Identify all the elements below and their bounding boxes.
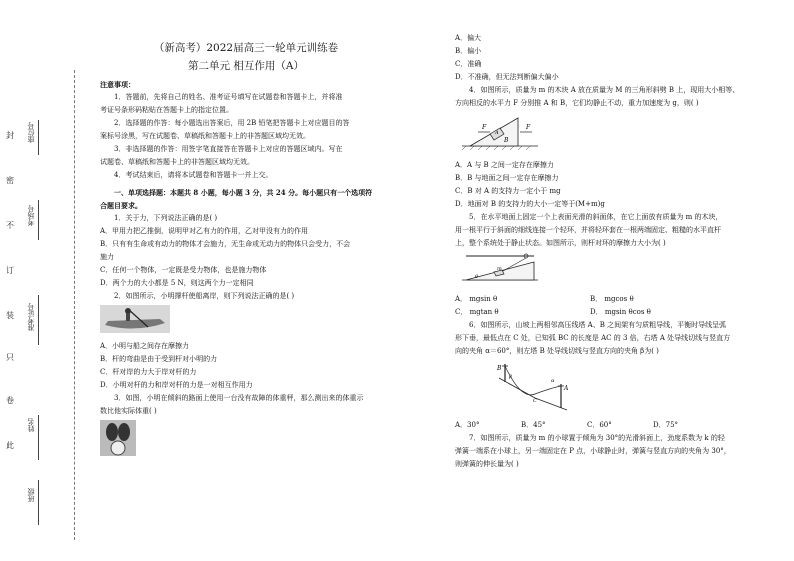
q4-fig-label: B — [504, 137, 509, 144]
q3-stem: 数比他实际体重( ) — [100, 407, 157, 415]
exam-number-field[interactable] — [38, 295, 75, 345]
q5-incline-figure — [460, 252, 775, 291]
q1-option-a: A．甲用力把乙推倒，说明甲对乙有力的作用，乙对甲没有力的作用 — [100, 227, 309, 235]
q6-option-b: B．45° — [521, 421, 546, 429]
q4-stem: 4．如图所示，质量为 m 的木块 A 放在质量为 M 的三角形斜劈 B 上，现用大小相等、 — [469, 86, 740, 94]
q1-stem: 1．关于力，下列说法正确的是( ) — [114, 214, 218, 222]
q2-option-b: B．杆的弯曲是由于受到杆对小明的力 — [100, 355, 218, 363]
left-column — [100, 78, 410, 463]
q6-stem: 6．如图所示，山坡上两相邻高压线塔 A、B 之间架有匀质粗导线，平衡时导线呈弧 — [469, 321, 727, 329]
q5-fig-label: θ — [475, 274, 479, 280]
seal-char: 不 — [6, 221, 14, 230]
q6-fig-label: C — [533, 398, 537, 404]
notice-item: 1．答题前，先将自己的姓名、准考证号填写在试题卷和答题卡上，并将准 — [114, 93, 343, 101]
q1-option-c: C．任何一个物体，一定既是受力物体，也是施力物体 — [100, 266, 267, 274]
q6-stem: 向的夹角 α＝60°，则左塔 B 处导线切线与竖直方向的夹角 β为( ) — [455, 347, 659, 355]
q6-option-a: A．30° — [455, 421, 480, 429]
q5-stem: 用一根平行于斜面的细线连接一个轻环，并将轻环套在一根两端固定、粗糙的水平直杆 — [455, 226, 721, 234]
q4-stem: 方向相反的水平力 F 分别推 A 和 B，它们均静止不动，重力加速度为 g，则( ) — [455, 99, 699, 107]
q4-fig-label: A — [495, 130, 499, 136]
q3-option-a: A．偏大 — [455, 34, 482, 42]
q3-option-c: C．准确 — [455, 60, 482, 68]
notice-item: 试题卷、草稿纸和答题卡上的非答题区域均无效。 — [100, 158, 254, 166]
q6-option-d: D．75° — [653, 421, 679, 429]
seat-label: 座位号 — [27, 122, 35, 143]
q2-option-d: D．小明对杆的力和岸对杆的力是一对相互作用力 — [100, 381, 253, 389]
q2-boat-figure — [100, 305, 410, 338]
room-field[interactable] — [38, 200, 75, 240]
q2-option-a: A．小明与船之间存在摩擦力 — [100, 342, 190, 350]
q1-option-b: 施力 — [100, 253, 114, 261]
q1-option-d: D．两个力的大小都是 5 N，则这两个力一定相同 — [100, 279, 254, 287]
q5-option-b: B． mgcos θ — [590, 295, 634, 303]
q4-option-c: C．B 对 A 的支持力一定小于 mg — [455, 187, 561, 195]
q4-option-a: A．A 与 B 之间一定存在摩擦力 — [455, 161, 554, 169]
unit-title: 第二单元 相互作用（A） — [188, 60, 304, 72]
q4-option-b: B．B 与地面之间一定存在摩擦力 — [455, 174, 559, 182]
room-label: 考场号 — [27, 205, 35, 226]
q6-stem: 形下垂，最低点在 C 处，已知弧 BC 的长度是 AC 的 3 倍，右塔 A 处导线切线与竖直方 — [455, 334, 731, 342]
q6-fig-label: B — [497, 365, 502, 372]
q6-option-c: C．60° — [587, 421, 612, 429]
name-field[interactable] — [38, 415, 75, 460]
exam-number-label: 准考证号 — [27, 303, 35, 331]
q6-fig-label: α — [551, 378, 555, 384]
name-label: 姓名 — [27, 418, 35, 432]
q6-fig-label: β — [509, 374, 512, 380]
notice-item: 3．非选择题的作答：用签字笔直接答在答题卡上对应的答题区域内。写在 — [114, 145, 343, 153]
q3-scale-figure — [100, 420, 410, 461]
right-column — [455, 32, 775, 471]
q7-stem: 弹簧一端系在小球上，另一端固定在 P 点，小球静止时，弹簧与竖直方向的夹角为 30°， — [455, 447, 731, 455]
exam-title: （新高考）2022届高三一轮单元训练卷 — [153, 42, 339, 54]
seal-char: 封 — [6, 131, 14, 140]
q5-stem: 5．在水平地面上固定一个上表面光滑的斜面体，在它上面放有质量为 m 的木块， — [469, 213, 723, 221]
q3-stem: 3．如图，小明在倾斜的路面上使用一台没有故障的体重秤，那么测出来的体重示 — [114, 394, 364, 402]
q4-fig-label: F — [526, 124, 531, 131]
q4-option-d: D．地面对 B 的支持力的大小一定等于(M+m)g — [455, 200, 605, 208]
notice-item: 案标号涂黑，写在试题卷、草稿纸和答题卡上的非答题区域均无效。 — [100, 132, 310, 140]
q5-option-a: A． mgsin θ — [455, 295, 498, 303]
section-heading: 合题目要求。 — [100, 201, 142, 210]
notice-item: 2．选择题的作答：每小题选出答案后，用 2B 铅笔把答题卡上对应题目的答 — [114, 119, 350, 127]
q2-stem: 2．如图所示，小明撑杆使船离岸，则下列说法正确的是( ) — [114, 292, 295, 300]
notice-heading: 注意事项： — [100, 80, 135, 89]
class-field[interactable] — [38, 480, 75, 525]
seal-char: 订 — [6, 266, 14, 275]
q3-option-b: B．偏小 — [455, 47, 482, 55]
section-heading: 一、单项选择题：本题共 8 小题，每小题 3 分，共 24 分。每小题只有一个选项符 — [114, 188, 373, 197]
q6-tower-figure — [495, 360, 775, 417]
q2-option-c: C．杆对岸的力大于岸对杆的力 — [100, 368, 197, 376]
seal-char: 卷 — [6, 396, 14, 405]
notice-item: 4．考试结束后，请将本试题卷和答题卡一并上交。 — [114, 171, 273, 179]
q6-fig-label: A — [564, 385, 569, 392]
notice-item: 考证号条形码粘贴在答题卡上的指定位置。 — [100, 106, 233, 114]
q4-wedge-figure — [460, 112, 775, 157]
seat-field[interactable] — [38, 120, 75, 155]
q3-option-d: D．不准确，但无法判断偏大偏小 — [455, 73, 559, 81]
binding-strip — [0, 0, 80, 561]
seal-char: 装 — [6, 311, 14, 320]
q5-option-c: C． mgtan θ — [455, 308, 499, 316]
seal-char: 只 — [6, 353, 14, 362]
class-label: 班级 — [27, 488, 35, 502]
q7-stem: 则弹簧的伸长量为( ) — [455, 460, 519, 468]
q7-stem: 7．如图所示，质量为 m 的小球置于倾角为 30°的光滑斜面上，劲度系数为 k 的轻 — [469, 434, 725, 442]
seal-char: 此 — [6, 441, 14, 450]
q5-fig-label: m — [497, 266, 502, 272]
seal-char: 密 — [6, 176, 14, 185]
q1-option-b: B．只有有生命或有动力的物体才会施力，无生命或无动力的物体只会受力，不会 — [100, 240, 351, 248]
q5-stem: 上，整个系统处于静止状态。如图所示，则杆对环的摩擦力大小为( ) — [455, 239, 666, 247]
q4-fig-label: F — [482, 124, 487, 131]
q5-option-d: D． mgsin θcos θ — [590, 308, 651, 316]
